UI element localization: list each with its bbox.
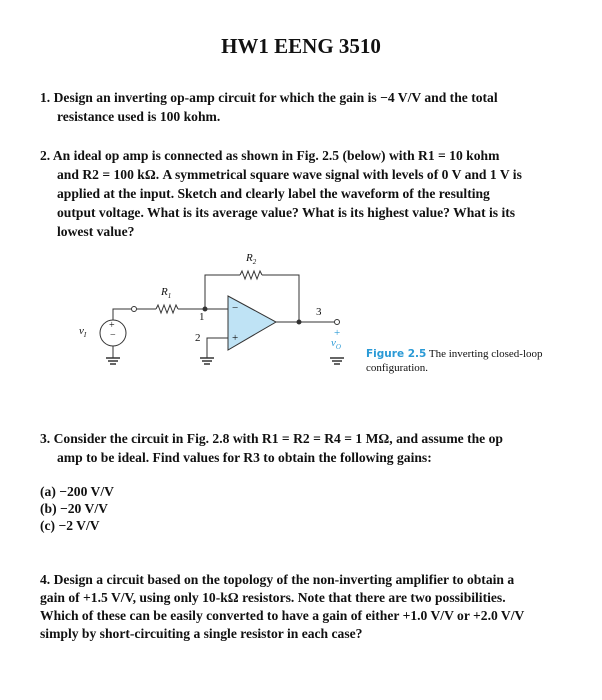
circuit-wires xyxy=(113,271,340,358)
r2-label: $R_2$ xyxy=(246,252,257,267)
q4-line: simply by short-circuiting a single resistor in each case? xyxy=(40,626,363,641)
node-2-label: 2 xyxy=(195,332,201,344)
q2-line: 2. An ideal op amp is connected as shown in Fig. 2.5 (below) with R1 = 10 kohm xyxy=(40,148,500,163)
q2-line: lowest value? xyxy=(57,224,135,239)
part-b: (b) −20 V/V xyxy=(40,501,108,516)
r1-resistor xyxy=(156,305,178,313)
caption-text: The inverting closed-loop xyxy=(428,348,543,360)
source-plus: + xyxy=(109,320,115,331)
q1-line: 1. Design an inverting op-amp circuit for which the gain is −4 V/V and the total xyxy=(40,90,498,105)
part-a: (a) −200 V/V xyxy=(40,484,114,499)
q1-line: resistance used is 100 kohm. xyxy=(57,109,221,124)
q3-line: amp to be ideal. Find values for R3 to obtain the following gains: xyxy=(57,450,432,465)
page-title: HW1 EENG 3510 xyxy=(221,34,381,58)
r2-resistor xyxy=(240,271,262,279)
q2-line: and R2 = 100 kΩ. A symmetrical square wave signal with levels of 0 V and 1 V is xyxy=(57,167,522,182)
noninverting-input-sign: + xyxy=(232,332,239,344)
node-1-label: 1 xyxy=(199,311,205,323)
q4-line: gain of +1.5 V/V, using only 10-kΩ resistors. Note that there are two possibilities. xyxy=(40,590,506,605)
part-c: (c) −2 V/V xyxy=(40,518,100,533)
vo-plus: + xyxy=(334,327,341,339)
question-3 xyxy=(40,429,560,467)
q2-line: applied at the input. Sketch and clearly label the waveform of the resulting xyxy=(57,186,490,201)
source-minus: − xyxy=(110,330,116,341)
inverting-input-sign: − xyxy=(232,302,239,314)
figure-number: Figure 2.5 xyxy=(366,348,427,360)
q2-line: output voltage. What is its average value? What is its highest value? What is its xyxy=(57,205,516,220)
vi-label: $v_I$ xyxy=(79,325,87,340)
q3-line: 3. Consider the circuit in Fig. 2.8 with R1 = R2 = R4 = 1 MΩ, and assume the op xyxy=(40,431,503,446)
caption-text: configuration. xyxy=(366,362,429,374)
figure-caption xyxy=(366,347,543,375)
gain-parts xyxy=(40,483,114,534)
q4-line: Which of these can be easily converted to have a gain of either +1.0 V/V or +2.0 V/V xyxy=(40,608,525,623)
vo-label: $v_O$ xyxy=(331,337,341,352)
ground-icons xyxy=(106,358,344,364)
question-4 xyxy=(40,571,580,643)
r1-label: $R_1$ xyxy=(161,286,172,301)
q4-line: 4. Design a circuit based on the topology of the non-inverting amplifier to obtain a xyxy=(40,572,515,587)
node-3-label: 3 xyxy=(316,306,322,318)
